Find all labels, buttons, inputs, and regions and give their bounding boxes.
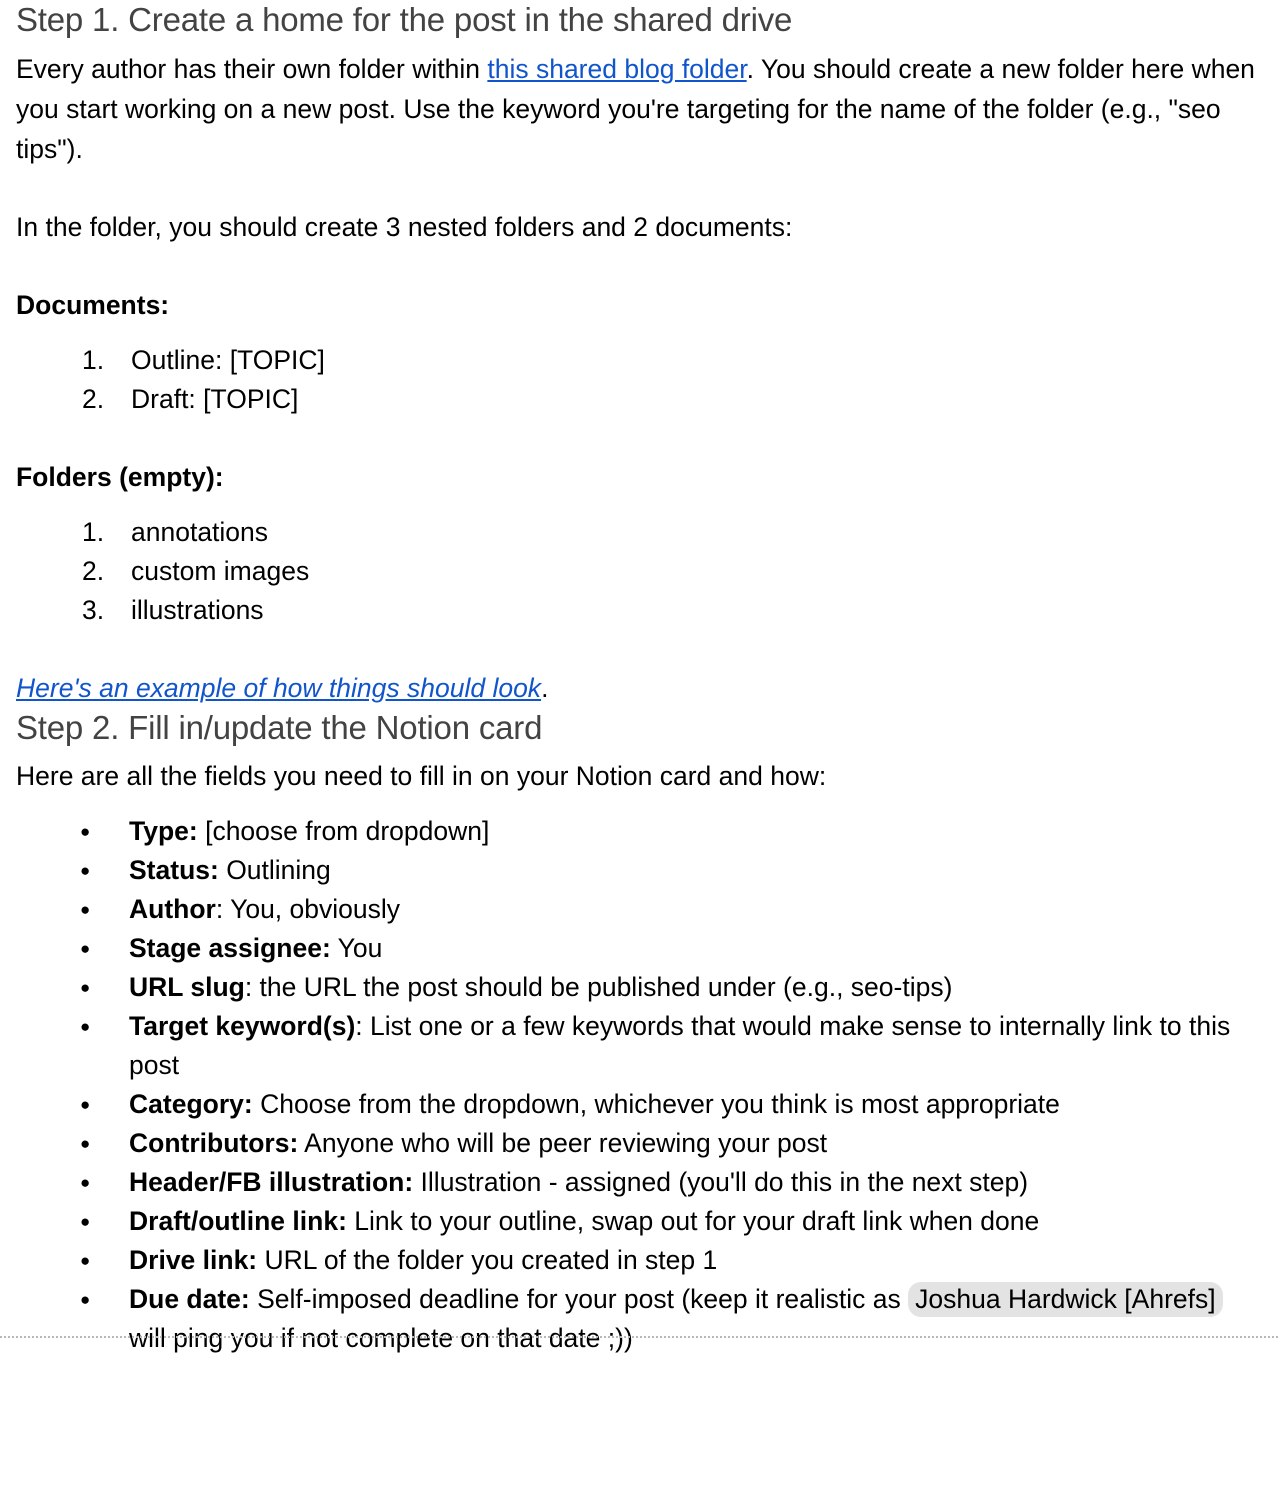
list-item-draft-outline-link (16, 1202, 1264, 1241)
field-value: Choose from the dropdown, whichever you think is most appropriate (252, 1089, 1060, 1120)
mention-chip-joshua-hardwick[interactable]: Joshua Hardwick [Ahrefs] (908, 1282, 1222, 1317)
documents-list (16, 341, 1264, 419)
step-2-heading: Step 2. Fill in/update the Notion card (16, 708, 543, 746)
list-item-due-date (16, 1280, 1264, 1358)
list-item-category (16, 1085, 1264, 1124)
step-1-heading: Step 1. Create a home for the post in the shared drive (16, 1, 793, 38)
field-label: Stage assignee: (129, 933, 331, 964)
intro-text-after-link: . You should create a new folder here when you start working on a new post. Use the keyword you're targeting for the name of the folder (e.g., "seo tips"). (16, 53, 1255, 164)
list-item-author (16, 890, 1264, 929)
field-label: Contributors: (129, 1128, 299, 1159)
shared-blog-folder-link[interactable]: this shared blog folder (487, 53, 747, 84)
step-2-intro-paragraph: Here are all the fields you need to fill in on your Notion card and how: (16, 761, 827, 792)
documents-label: Documents: (16, 289, 170, 320)
field-label: Type: (129, 816, 198, 847)
field-value: Anyone who will be peer reviewing your post (298, 1128, 828, 1159)
field-value-before-mention: Self-imposed deadline for your post (keep it realistic as (249, 1284, 909, 1315)
folders-label: Folders (empty): (16, 461, 224, 492)
list-item-contributors (16, 1124, 1264, 1163)
notion-card-fields-list (16, 812, 1264, 1358)
field-value: You (330, 933, 383, 964)
field-value-after-mention: will ping you if not complete on that date ;)) (129, 1323, 633, 1354)
intro-text-before-link: Every author has their own folder within (16, 53, 488, 84)
list-item-status (16, 851, 1264, 890)
field-value: [choose from dropdown] (197, 816, 490, 847)
field-label: Target keyword(s) (129, 1011, 356, 1042)
field-value: Illustration - assigned (you'll do this in the next step) (413, 1167, 1029, 1198)
list-item-stage-assignee (16, 929, 1264, 968)
example-paragraph (16, 668, 1264, 708)
step-1-intro-paragraph (16, 49, 1264, 169)
field-value: Outlining (218, 855, 331, 886)
list-item: Outline: [TOPIC] (131, 344, 325, 375)
field-label: Due date: (129, 1284, 250, 1315)
field-label: Author (129, 894, 216, 925)
field-value: : List one or a few keywords that would make sense to internally link to this post (129, 1011, 1231, 1081)
example-link-period: . (541, 672, 549, 703)
list-item: illustrations (131, 594, 264, 625)
field-label: URL slug (129, 972, 245, 1003)
field-value: : the URL the post should be published under (e.g., seo-tips) (244, 972, 953, 1003)
nested-folders-note: In the folder, you should create 3 nested folders and 2 documents: (16, 211, 793, 242)
list-item: annotations (131, 516, 269, 547)
field-label: Header/FB illustration: (129, 1167, 414, 1198)
field-label: Category: (129, 1089, 253, 1120)
folders-list (16, 513, 1264, 630)
list-item-type (16, 812, 1264, 851)
field-label: Status: (129, 855, 219, 886)
field-value: URL of the folder you created in step 1 (257, 1245, 718, 1276)
list-item-url-slug (16, 968, 1264, 1007)
page-break-divider (0, 1336, 1278, 1338)
list-item: Draft: [TOPIC] (131, 383, 299, 414)
field-value: Link to your outline, swap out for your draft link when done (346, 1206, 1040, 1237)
field-label: Drive link: (129, 1245, 258, 1276)
field-label: Draft/outline link: (129, 1206, 347, 1237)
list-item: custom images (131, 555, 310, 586)
list-item-target-keywords (16, 1007, 1264, 1085)
list-item-header-fb-illustration (16, 1163, 1264, 1202)
field-value: : You, obviously (215, 894, 401, 925)
example-link[interactable]: Here's an example of how things should look (16, 672, 542, 703)
list-item-drive-link (16, 1241, 1264, 1280)
